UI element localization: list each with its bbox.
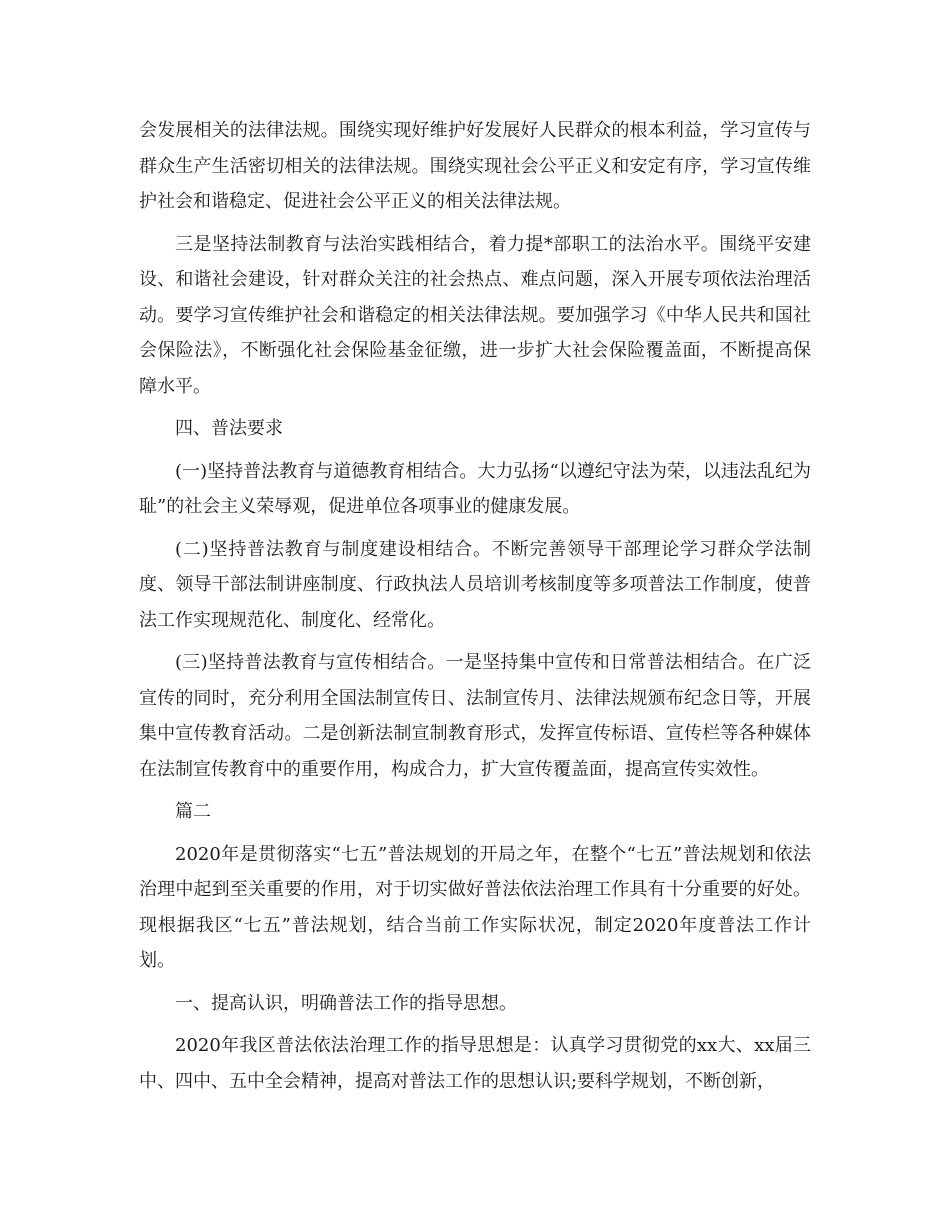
document-page	[139, 113, 811, 1106]
paragraph-requirement-1: (一)坚持普法教育与道德教育相结合。大力弘扬“以遵纪守法为荣，以违法乱纪为耻”的社会主义荣辱观，促进单位各项事业的健康发展。	[139, 460, 811, 517]
paragraph-requirement-3: (三)坚持普法教育与宣传相结合。一是坚持集中宣传和日常普法相结合。在广泛宣传的同时，充分利用全国法制宣传日、法制宣传月、法律法规颁布纪念日等，开展集中宣传教育活动。二是创新法制宣制教育形式，发挥宣传标语、宣传栏等各种媒体在法制宣传教育中的重要作用，构成合力，扩大宣传覆盖面，提高宣传实效性。	[139, 652, 811, 780]
paragraph-requirement-2: (二)坚持普法教育与制度建设相结合。不断完善领导干部理论学习群众学法制度、领导干部法制讲座制度、行政执法人员培训考核制度等多项普法工作制度，使普法工作实现规范化、制度化、经常化。	[139, 538, 811, 631]
section-heading-4: 四、普法要求	[175, 418, 283, 439]
part-heading: 篇二	[175, 801, 211, 822]
paragraph-intro: 2020年是贯彻落实“七五”普法规划的开局之年，在整个“七五”普法规划和依法治理中起到至关重要的作用，对于切实做好普法依法治理工作具有十分重要的好处。现根据我区“七五”普法规划，结合当前工作实际状况，制定2020年度普法工作计划。	[139, 843, 811, 971]
paragraph-1: 会发展相关的法律法规。围绕实现好维护好发展好人民群众的根本利益，学习宣传与群众生产生活密切相关的法律法规。围绕实现社会公平正义和安定有序，学习宣传维护社会和谐稳定、促进社会公平正义的相关法律法规。	[139, 120, 811, 212]
paragraph-2: 三是坚持法制教育与法治实践相结合，着力提*部职工的法治水平。围绕平安建设、和谐社会建设，针对群众关注的社会热点、难点问题，深入开展专项依法治理活动。要学习宣传维护社会和谐稳定的相关法律法规。要加强学习《中华人民共和国社会保险法》，不断强化社会保险基金征缴，进一步扩大社会保险覆盖面，不断提高保障水平。	[139, 233, 811, 397]
section-heading-1: 一、提高认识，明确普法工作的指导思想。	[175, 992, 517, 1014]
paragraph-guiding-thought: 2020年我区普法依法治理工作的指导思想是：认真学习贯彻党的xx大、xx届三中、四中、五中全会精神，提高对普法工作的思想认识;要科学规划，不断创新，	[139, 1035, 811, 1092]
